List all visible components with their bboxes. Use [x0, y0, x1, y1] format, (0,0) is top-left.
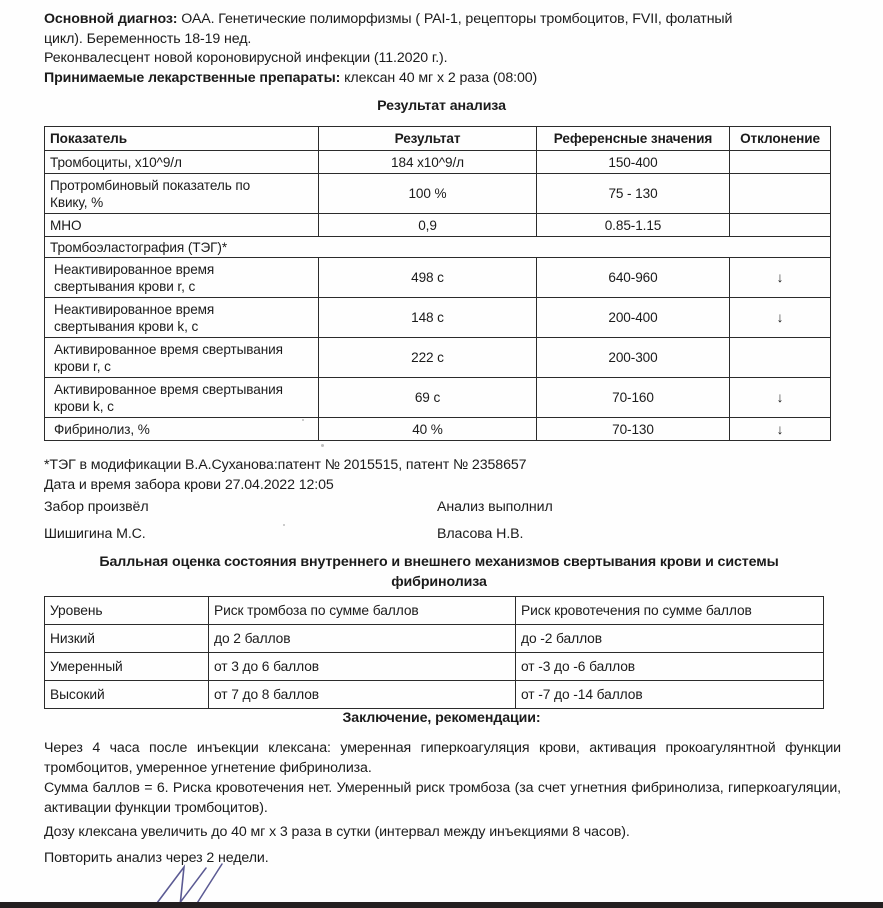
table-header-row: [45, 127, 831, 151]
score-table-row: [45, 625, 824, 653]
conclusion-title: Заключение, рекомендации:: [342, 710, 541, 726]
cell-deviation: [730, 151, 831, 174]
cell-result: 498 с: [319, 258, 537, 298]
diagnosis-label: Основной диагноз:: [44, 11, 178, 27]
table-row: [45, 237, 831, 258]
cell-reference: 0.85-1.15: [537, 214, 730, 237]
collected-by-label: Забор произвёл: [44, 499, 149, 515]
cell-indicator: Тромбоэластография (ТЭГ)*: [45, 237, 831, 258]
score-column-header-level: Уровень: [45, 597, 209, 625]
cell-reference: 70-160: [537, 378, 730, 418]
patient-header: [44, 10, 844, 88]
analysis-results-table: [44, 126, 831, 441]
column-header-reference: Референсные значения: [537, 127, 730, 151]
cell-indicator: Неактивированное время свертывания крови r, с: [45, 258, 319, 298]
cell-deviation: [730, 214, 831, 237]
table-row: [45, 298, 831, 338]
cell-deviation: ↓: [730, 298, 831, 338]
cell-indicator: Неактивированное время свертывания крови k, с: [45, 298, 319, 338]
score-column-header-thrombosis: Риск тромбоза по сумме баллов: [209, 597, 516, 625]
sample-datetime: Дата и время забора крови 27.04.2022 12:05: [44, 477, 334, 493]
conclusion-paragraph-2: Сумма баллов = 6. Риска кровотечения нет. Умеренный риск тромбоза (за счет угнетния фибринолиза, гиперкоагуляции, активации функции тромбоцитов).: [44, 780, 841, 816]
column-header-result: Результат: [319, 127, 537, 151]
diagnosis-line: [44, 10, 844, 30]
score-column-header-bleeding: Риск кровотечения по сумме баллов: [516, 597, 824, 625]
medications-line: [44, 69, 844, 89]
table-row: [45, 214, 831, 237]
cell-indicator: Протромбиновый показатель по Квику, %: [45, 174, 319, 214]
cell-deviation: ↓: [730, 378, 831, 418]
teg-patent-footnote: *ТЭГ в модификации В.А.Суханова:патент № 2015515, патент № 2358657: [44, 457, 527, 473]
medications-value: клексан 40 мг х 2 раза (08:00): [340, 69, 538, 86]
cell-bleeding-risk: до -2 баллов: [516, 625, 824, 653]
cell-result: 184 х10^9/л: [319, 151, 537, 174]
analysis-table-body: [45, 151, 831, 441]
score-title-line-1: Балльная оценка состояния внутреннего и внешнего механизмов свертывания крови и системы: [99, 554, 779, 570]
conclusion-paragraph-3: Дозу клексана увеличить до 40 мг х 3 раза в сутки (интервал между инъекциями 8 часов).: [44, 824, 630, 840]
diagnosis-line-2: цикл). Беременность 18-19 нед.: [44, 30, 252, 47]
cell-reference: 70-130: [537, 418, 730, 441]
scan-speck: [302, 419, 304, 421]
cell-thrombosis-risk: до 2 баллов: [209, 625, 516, 653]
history-line: Реконвалесцент новой короновирусной инфекции (11.2020 г.).: [44, 50, 448, 66]
analysis-by-name: Власова Н.В.: [437, 526, 524, 542]
cell-result: 100 %: [319, 174, 537, 214]
scan-speck: [283, 524, 285, 526]
score-title-line-2: фибринолиза: [391, 574, 487, 590]
cell-bleeding-risk: от -7 до -14 баллов: [516, 681, 824, 709]
cell-thrombosis-risk: от 7 до 8 баллов: [209, 681, 516, 709]
cell-level: Низкий: [45, 625, 209, 653]
table-row: [45, 338, 831, 378]
cell-level: Умеренный: [45, 653, 209, 681]
scan-speck: [321, 444, 324, 447]
cell-level: Высокий: [45, 681, 209, 709]
score-table-row: [45, 653, 824, 681]
table-row: [45, 258, 831, 298]
cell-bleeding-risk: от -3 до -6 баллов: [516, 653, 824, 681]
conclusion-paragraph-4: Повторить анализ через 2 недели.: [44, 850, 269, 866]
medications-label: Принимаемые лекарственные препараты:: [44, 69, 341, 86]
cell-reference: 150-400: [537, 151, 730, 174]
cell-reference: 200-400: [537, 298, 730, 338]
cell-reference: 200-300: [537, 338, 730, 378]
table-row: [45, 378, 831, 418]
cell-indicator: Активированное время свертывания крови r, с: [45, 338, 319, 378]
risk-score-table: [44, 596, 824, 709]
cell-indicator: Активированное время свертывания крови k, с: [45, 378, 319, 418]
score-table-row: [45, 681, 824, 709]
column-header-indicator: Показатель: [45, 127, 319, 151]
diagnosis-text-1: ОАА. Генетические полиморфизмы ( PAI-1, рецепторы тромбоцитов, FVII, фолатный: [177, 11, 733, 27]
cell-result: 222 с: [319, 338, 537, 378]
table-row: [45, 418, 831, 441]
analysis-result-title: Результат анализа: [377, 98, 506, 114]
cell-result: 69 с: [319, 378, 537, 418]
score-section-title: [44, 552, 834, 592]
cell-deviation: [730, 174, 831, 214]
cell-reference: 640-960: [537, 258, 730, 298]
cell-result: 40 %: [319, 418, 537, 441]
table-row: [45, 174, 831, 214]
score-table-header-row: [45, 597, 824, 625]
cell-indicator: Тромбоциты, х10^9/л: [45, 151, 319, 174]
cell-indicator: МНО: [45, 214, 319, 237]
cell-indicator: Фибринолиз, %: [45, 418, 319, 441]
cell-thrombosis-risk: от 3 до 6 баллов: [209, 653, 516, 681]
cell-result: 0,9: [319, 214, 537, 237]
column-header-deviation: Отклонение: [730, 127, 831, 151]
score-table-body: [45, 625, 824, 709]
cell-deviation: ↓: [730, 258, 831, 298]
cell-deviation: ↓: [730, 418, 831, 441]
conclusion-paragraph-1: Через 4 часа после инъекции клексана: умеренная гиперкоагуляция крови, активация прокоагулянтной функции тромбоцитов, умеренное угнетение фибринолиза.: [44, 740, 841, 776]
cell-result: 148 с: [319, 298, 537, 338]
cell-reference: 75 - 130: [537, 174, 730, 214]
cell-deviation: [730, 338, 831, 378]
page-bottom-edge: [0, 902, 883, 908]
table-row: [45, 151, 831, 174]
analysis-by-label: Анализ выполнил: [437, 499, 553, 515]
collected-by-name: Шишигина М.С.: [44, 526, 146, 542]
